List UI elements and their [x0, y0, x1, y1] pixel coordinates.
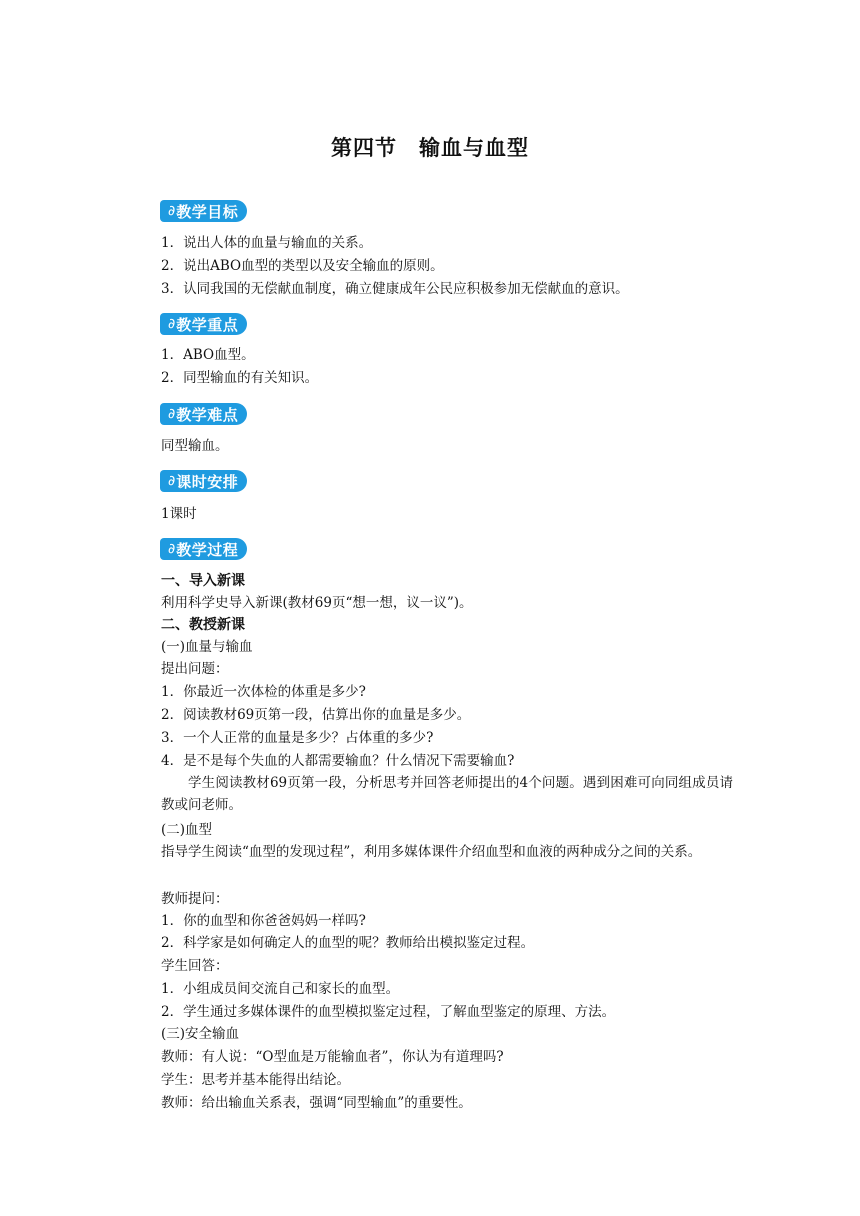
- section-badge-objectives: [160, 200, 247, 222]
- part-title-teaching: 二、教授新课: [161, 617, 245, 633]
- list-item: 2．同型输血的有关知识。: [161, 370, 319, 386]
- body-text: 教师：给出输血关系表，强调“同型输血”的重要性。: [161, 1095, 472, 1111]
- section-badge-process: [160, 538, 247, 560]
- list-item: 1．ABO血型。: [161, 347, 255, 363]
- subsection-title: (二)血型: [161, 822, 213, 838]
- list-item: 同型输血。: [161, 438, 229, 454]
- list-item: 4．是不是每个失血的人都需要输血？什么情况下需要输血?: [161, 753, 515, 769]
- paperclip-icon: ∂: [168, 316, 176, 332]
- body-paragraph: 学生阅读教材69页第一段，分析思考并回答老师提出的4个问题。遇到困难可向同组成员请教或问老师。: [161, 775, 733, 813]
- body-text: 利用科学史导入新课(教材69页“想一想，议一议”)。: [161, 595, 473, 611]
- paperclip-icon: ∂: [168, 203, 176, 219]
- list-item: 2．说出ABO血型的类型以及安全输血的原则。: [161, 258, 444, 274]
- section-badge-schedule: [160, 470, 247, 492]
- list-item: 2．科学家是如何确定人的血型的呢？教师给出模拟鉴定过程。: [161, 935, 535, 951]
- section-heading: 教学重点: [176, 315, 239, 334]
- page-title: 第四节 输血与血型: [331, 136, 529, 160]
- paperclip-icon: ∂: [168, 473, 176, 489]
- body-text: 教师提问：: [161, 891, 229, 907]
- list-item: 2．阅读教材69页第一段，估算出你的血量是多少。: [161, 707, 471, 723]
- subsection-title: (三)安全输血: [161, 1026, 240, 1042]
- part-title-intro: 一、导入新课: [161, 573, 245, 589]
- list-item: 2．学生通过多媒体课件的血型模拟鉴定过程，了解血型鉴定的原理、方法。: [161, 1004, 616, 1020]
- body-text: 学生回答：: [161, 958, 229, 974]
- paperclip-icon: ∂: [168, 406, 176, 422]
- list-item: 3．认同我国的无偿献血制度，确立健康成年公民应积极参加无偿献血的意识。: [161, 281, 629, 297]
- subsection-title: (一)血量与输血: [161, 639, 253, 655]
- list-item: 1．小组成员间交流自己和家长的血型。: [161, 981, 400, 997]
- section-heading: 教学难点: [176, 405, 239, 424]
- list-item: 1．说出人体的血量与输血的关系。: [161, 235, 373, 251]
- paperclip-icon: ∂: [168, 541, 176, 557]
- section-heading: 教学目标: [176, 202, 239, 221]
- body-text: 学生：思考并基本能得出结论。: [161, 1072, 350, 1088]
- body-text: 提出问题：: [161, 661, 229, 677]
- list-item: 1．你最近一次体检的体重是多少?: [161, 684, 366, 700]
- list-item: 1．你的血型和你爸爸妈妈一样吗?: [161, 913, 366, 929]
- list-item: 3．一个人正常的血量是多少？占体重的多少?: [161, 730, 434, 746]
- section-heading: 课时安排: [176, 472, 239, 491]
- list-item: 1课时: [161, 506, 197, 522]
- body-paragraph: 指导学生阅读“血型的发现过程”，利用多媒体课件介绍血型和血液的两种成分之间的关系。: [161, 844, 702, 860]
- section-badge-difficulties: [160, 403, 247, 425]
- body-text: 教师：有人说：“O型血是万能输血者”，你认为有道理吗?: [161, 1049, 504, 1065]
- section-heading: 教学过程: [176, 540, 239, 559]
- section-badge-key-points: [160, 313, 247, 335]
